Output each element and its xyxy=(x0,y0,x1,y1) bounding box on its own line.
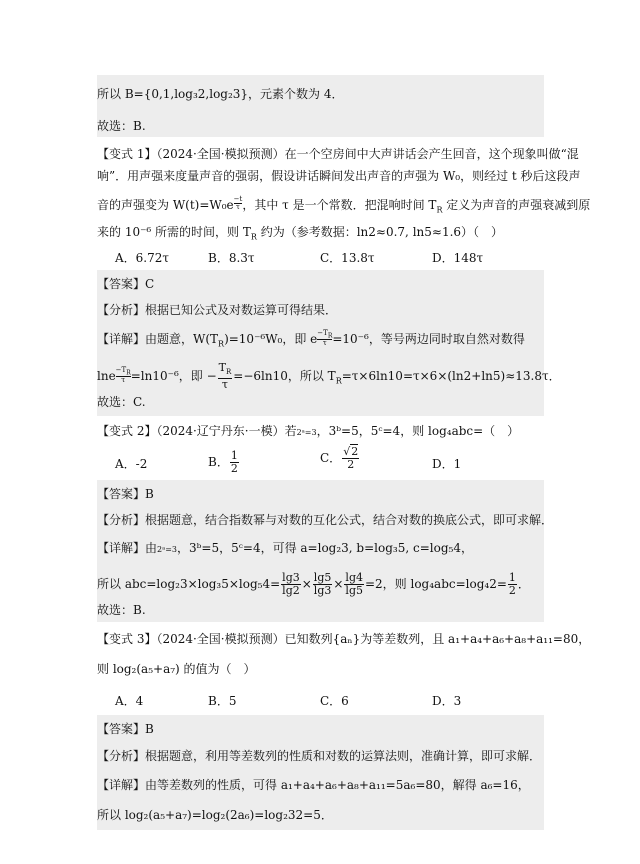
q1-detail-2: lne $\frac{-T_R}{\tau}$ =ln10⁻⁶，即 − $\frac{T_R}{\tau}$ =−6ln10，所以 $T_R=\tau\times 6\ln 10=\tau\times 6\times(\ln 2+\ln 5)\approx 13.8\tau$． xyxy=(97,361,561,392)
q2-option-a: A．-2 xyxy=(115,457,148,471)
q2-choose: 故选：B. xyxy=(97,603,146,617)
q3-option-d: D．3 xyxy=(432,694,462,708)
q1-detail-exp: $\frac{-T_R}{\tau}$ xyxy=(317,329,333,348)
prev-choose-line: 故选：B. xyxy=(97,119,146,133)
q3-answer-label: 【答案】B xyxy=(97,722,154,736)
q1-exp-fraction: $\frac{-t}{\tau}$ xyxy=(233,195,243,211)
q3-option-b: B．5 xyxy=(208,694,237,708)
q2-analysis: 【分析】根据题意，结合指数幂与对数的互化公式，结合对数的换底公式，即可求解． xyxy=(97,513,554,527)
q2-line-1: 【变式 2】（2024·辽宁丹东·一模）若2ᵃ=3，3ᵇ=5，5ᶜ=4，则 log₄abc=（ ） xyxy=(97,424,520,438)
q1-line-4: 来的 10⁻⁶ 所需的时间，则 $T_R$ 约为（参考数据：ln2≈0.7, ln5≈1.6）（ ） xyxy=(97,225,504,242)
q1-analysis: 【分析】根据已知公式及对数运算可得结果． xyxy=(97,303,338,317)
q2-option-d: D．1 xyxy=(432,457,462,471)
q1-option-a: A．6.72τ xyxy=(115,251,170,265)
q1-option-d: D．148τ xyxy=(432,251,484,265)
q3-detail-2: 所以 log₂(a₅+a₇)=log₂(2a₆)=log₂32=5． xyxy=(97,808,333,822)
q1-choose: 故选：C. xyxy=(97,395,146,409)
q1-answer-label: 【答案】C xyxy=(97,277,155,291)
q3-option-c: C．6 xyxy=(320,694,349,708)
q3-analysis: 【分析】根据题意，利用等差数列的性质和对数的运算法则，准确计算，即可求解． xyxy=(97,749,542,763)
q2-answer-label: 【答案】B xyxy=(97,487,154,501)
q1-line-3-c: 定义为声音的声强衰减到原 xyxy=(442,198,591,212)
gray-block-set-b xyxy=(97,75,544,137)
set-b-line: 所以 B={0,1,log₃2,log₂3}，元素个数为 4． xyxy=(97,87,344,101)
q1-fraction-tr-tau: $\frac{T_R}{\tau}$ xyxy=(218,361,232,392)
q3-line-2: 则 log₂(a₅+a₇) 的值为（ ） xyxy=(97,662,256,676)
q3-line-1: 【变式 3】（2024·全国·模拟预测）已知数列{aₙ}为等差数列，且 a₁+a₄+a₆+a₈+a₁₁=80， xyxy=(97,632,591,646)
q1-option-c: C．13.8τ xyxy=(320,251,375,265)
q1-line-3: 音的声强变为 W(t)=W₀e $\frac{-t}{\tau}$ ，其中 τ 是一个常数．把混响时间 $T_R$ 定义为声音的声强衰减到原 xyxy=(97,195,591,215)
q1-option-b: B．8.3τ xyxy=(208,251,255,265)
q1-detail-1: 【详解】由题意，$W(T_R)=10^{-6}W_0$，即 e $\frac{-T_R}{\tau}$ =10⁻⁶，等号两边同时取自然对数得 xyxy=(97,329,525,349)
q1-detail2-exp: $\frac{-T_R}{\tau}$ xyxy=(115,366,131,385)
q2-detail-2: 所以 abc=log₂3×log₃5×log₅4= $\frac{\lg 3}{\lg 2}$ × $\frac{\lg 5}{\lg 3}$ × $\frac{\lg 4}{\lg 5}$ =2，则 log₄abc=log₄2= $\frac{1}{2}$ ． xyxy=(97,571,530,597)
q2-detail-1: 【详解】由2ᵃ=3，3ᵇ=5，5ᶜ=4，可得 a=log₂3, b=log₃5, c=log₅4， xyxy=(97,541,473,555)
q2-option-c: C． $\frac{√2}{2}$ xyxy=(320,445,359,471)
q3-option-a: A．4 xyxy=(115,694,144,708)
q2-condition: 2ᵃ=3 xyxy=(296,428,317,437)
q1-line-3-b: ，其中 τ 是一个常数．把混响时间 T xyxy=(242,198,437,212)
q1-line-2: 响”．用声强来度量声音的强弱，假设讲话瞬间发出声音的声强为 W₀，则经过 t 秒后这段声 xyxy=(97,169,581,183)
q1-line-3-a: 音的声强变为 W(t)=W₀e xyxy=(97,198,234,212)
q1-line-1: 【变式 1】（2024·全国·模拟预测）在一个空房间中大声讲话会产生回音，这个现象叫做“混 xyxy=(97,147,579,161)
q2-option-b: B． $\frac{1}{2}$ xyxy=(208,449,238,475)
q3-detail-1: 【详解】由等差数列的性质，可得 a₁+a₄+a₆+a₈+a₁₁=5a₆=80，解得 a₆=16， xyxy=(97,778,530,792)
